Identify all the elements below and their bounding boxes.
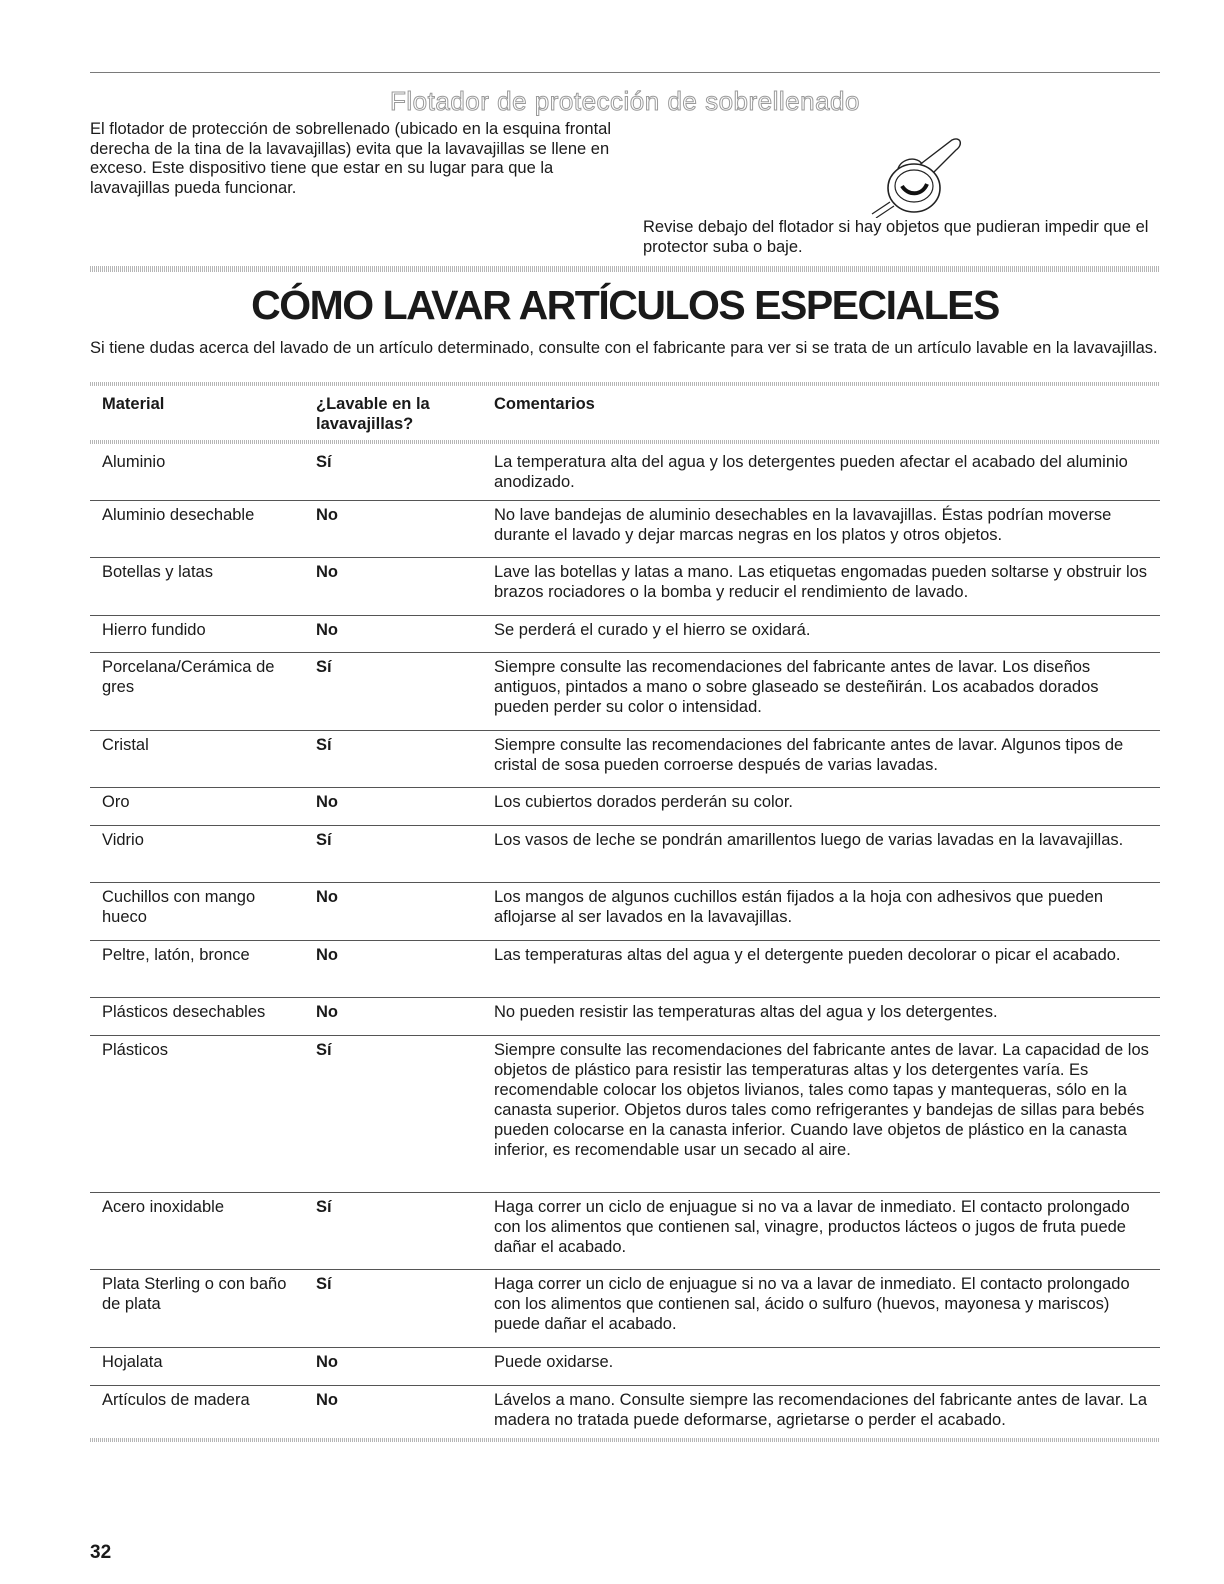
comentario-cell: No lave bandejas de aluminio desechables en la lavavajillas. Éstas podrían moverse durante el lavado y dejar marcas negras en los platos y otros objetos. — [494, 506, 1112, 544]
lavable-cell: Sí — [316, 658, 332, 676]
page-title: CÓMO LAVAR ARTÍCULOS ESPECIALES — [251, 282, 999, 328]
lavable-cell: No — [316, 621, 338, 639]
header-lavable: ¿Lavable en la lavavajillas? — [316, 395, 430, 433]
top-rule — [90, 72, 1160, 73]
lavable-cell: Sí — [316, 1275, 332, 1293]
table-row — [90, 826, 1160, 883]
lavable-cell: No — [316, 1353, 338, 1371]
material-cell: Botellas y latas — [102, 563, 213, 581]
comentario-cell: Los cubiertos dorados perderán su color. — [494, 793, 794, 811]
table-body — [90, 448, 1160, 1440]
lavable-cell: No — [316, 1391, 338, 1409]
material-cell: Hierro fundido — [102, 621, 206, 639]
material-cell: Cuchillos con mango hueco — [102, 888, 256, 926]
lavable-cell: No — [316, 946, 338, 964]
material-cell: Acero inoxidable — [102, 1198, 224, 1216]
table-row — [90, 1193, 1160, 1270]
comentario-cell: Haga correr un ciclo de enjuague si no va a lavar de inmediato. El contacto prolongado con los alimentos que contienen sal, vinagre, productos lácteos o jugos de fruta puede dañar el acabado. — [494, 1198, 1130, 1256]
lavable-cell: Sí — [316, 736, 332, 754]
table-row — [90, 1386, 1160, 1440]
float-device-icon — [860, 136, 970, 218]
comentario-cell: No pueden resistir las temperaturas altas del agua y los detergentes. — [494, 1003, 998, 1021]
table-row — [90, 883, 1160, 941]
material-cell: Porcelana/Cerámica de gres — [102, 658, 275, 696]
material-cell: Plásticos — [102, 1041, 169, 1059]
comentario-cell: Los mangos de algunos cuchillos están fijados a la hoja con adhesivos que pueden aflojarse al ser lavados en la lavavajillas. — [494, 888, 1104, 926]
comentario-cell: Las temperaturas altas del agua y el detergente pueden decolorar o picar el acabado. — [494, 946, 1121, 964]
table-row — [90, 731, 1160, 788]
comentario-cell: Lave las botellas y latas a mano. Las etiquetas engomadas pueden soltarse y obstruir los brazos rociadores o la bomba y reducir el rendimiento de lavado. — [494, 563, 1148, 601]
comentario-cell: Haga correr un ciclo de enjuague si no va a lavar de inmediato. El contacto prolongado con los alimentos que contienen sal, ácido o sulfuro (huevos, mayonesa y mariscos) puede dañar el acabado. — [494, 1275, 1130, 1333]
comentario-cell: Siempre consulte las recomendaciones del fabricante antes de lavar. La capacidad de los objetos de plástico para resistir las temperaturas altas y los detergentes varía. Es recomendable colocar los objetos livianos, tales como tapas y mantequeras, sólo en la canasta superior. Objetos duros tales como refrigerantes y bandejas de sillas para bebés pueden colocarse en la canasta inferior. Cuando lave objetos de plástico en la canasta inferior, es recomendable usar un secado al aire. — [494, 1041, 1149, 1159]
page-number: 32 — [90, 1542, 112, 1563]
material-cell: Vidrio — [102, 831, 144, 849]
material-cell: Hojalata — [102, 1353, 163, 1371]
material-cell: Cristal — [102, 736, 149, 754]
float-section-note: Revise debajo del flotador si hay objetos que pudieran impedir que el protector suba o baje. — [643, 218, 1149, 256]
table-row — [90, 501, 1160, 558]
material-cell: Peltre, latón, bronce — [102, 946, 250, 964]
comentario-cell: Se perderá el curado y el hierro se oxidará. — [494, 621, 811, 639]
lavable-cell: Sí — [316, 1041, 332, 1059]
lavable-cell: No — [316, 1003, 338, 1021]
comentario-cell: Lávelos a mano. Consulte siempre las recomendaciones del fabricante antes de lavar. La madera no tratada puede deformarse, agrietarse o perder el acabado. — [494, 1391, 1148, 1429]
material-cell: Aluminio desechable — [102, 506, 255, 524]
comentario-cell: Los vasos de leche se pondrán amarillentos luego de varias lavadas en la lavavajillas. — [494, 831, 1124, 849]
float-section-body: El flotador de protección de sobrellenado (ubicado en la esquina frontal derecha de la tina de la lavavajillas) evita que la lavavajillas se llene en exceso. Este dispositivo tiene que estar en su lugar para que la lavavajillas pueda funcionar. — [90, 120, 612, 197]
lavable-cell: No — [316, 506, 338, 524]
material-cell: Plata Sterling o con baño de plata — [102, 1275, 287, 1313]
comentario-cell: Siempre consulte las recomendaciones del fabricante antes de lavar. Los diseños antiguos, pintados a mano o sobre glaseado se desteñirán. Los acabados dorados pueden perder su color o intensidad. — [494, 658, 1099, 716]
table-row — [90, 941, 1160, 998]
table-row — [90, 558, 1160, 616]
table-header — [90, 394, 1160, 438]
material-cell: Artículos de madera — [102, 1391, 250, 1409]
intro-paragraph: Si tiene dudas acerca del lavado de un artículo determinado, consulte con el fabricante para ver si se trata de un artículo lavable en la lavavajillas. — [90, 339, 1158, 357]
table-bottom-divider — [90, 1438, 1160, 1442]
table-row — [90, 998, 1160, 1036]
lavable-cell: Sí — [316, 1198, 332, 1216]
table-top-divider — [90, 382, 1160, 386]
lavable-cell: No — [316, 563, 338, 581]
lavable-cell: No — [316, 793, 338, 811]
section-divider — [90, 266, 1160, 272]
table-header-divider — [90, 440, 1160, 444]
material-cell: Oro — [102, 793, 130, 811]
comentario-cell: Puede oxidarse. — [494, 1353, 614, 1371]
lavable-cell: Sí — [316, 831, 332, 849]
comentario-cell: Siempre consulte las recomendaciones del fabricante antes de lavar. Algunos tipos de cristal de sosa pueden corroerse después de varias lavadas. — [494, 736, 1124, 774]
lavable-cell: No — [316, 888, 338, 906]
table-row — [90, 448, 1160, 501]
table-row — [90, 1270, 1160, 1348]
material-cell: Aluminio — [102, 453, 166, 471]
table-row — [90, 788, 1160, 826]
table-row — [90, 1036, 1160, 1193]
float-section-title: Flotador de protección de sobrellenado — [390, 86, 860, 116]
table-row — [90, 653, 1160, 731]
header-material: Material — [102, 395, 165, 413]
material-cell: Plásticos desechables — [102, 1003, 266, 1021]
table-row — [90, 616, 1160, 653]
table-row — [90, 1348, 1160, 1386]
lavable-cell: Sí — [316, 453, 332, 471]
header-comentarios: Comentarios — [494, 395, 595, 413]
comentario-cell: La temperatura alta del agua y los detergentes pueden afectar el acabado del aluminio anodizado. — [494, 453, 1128, 491]
